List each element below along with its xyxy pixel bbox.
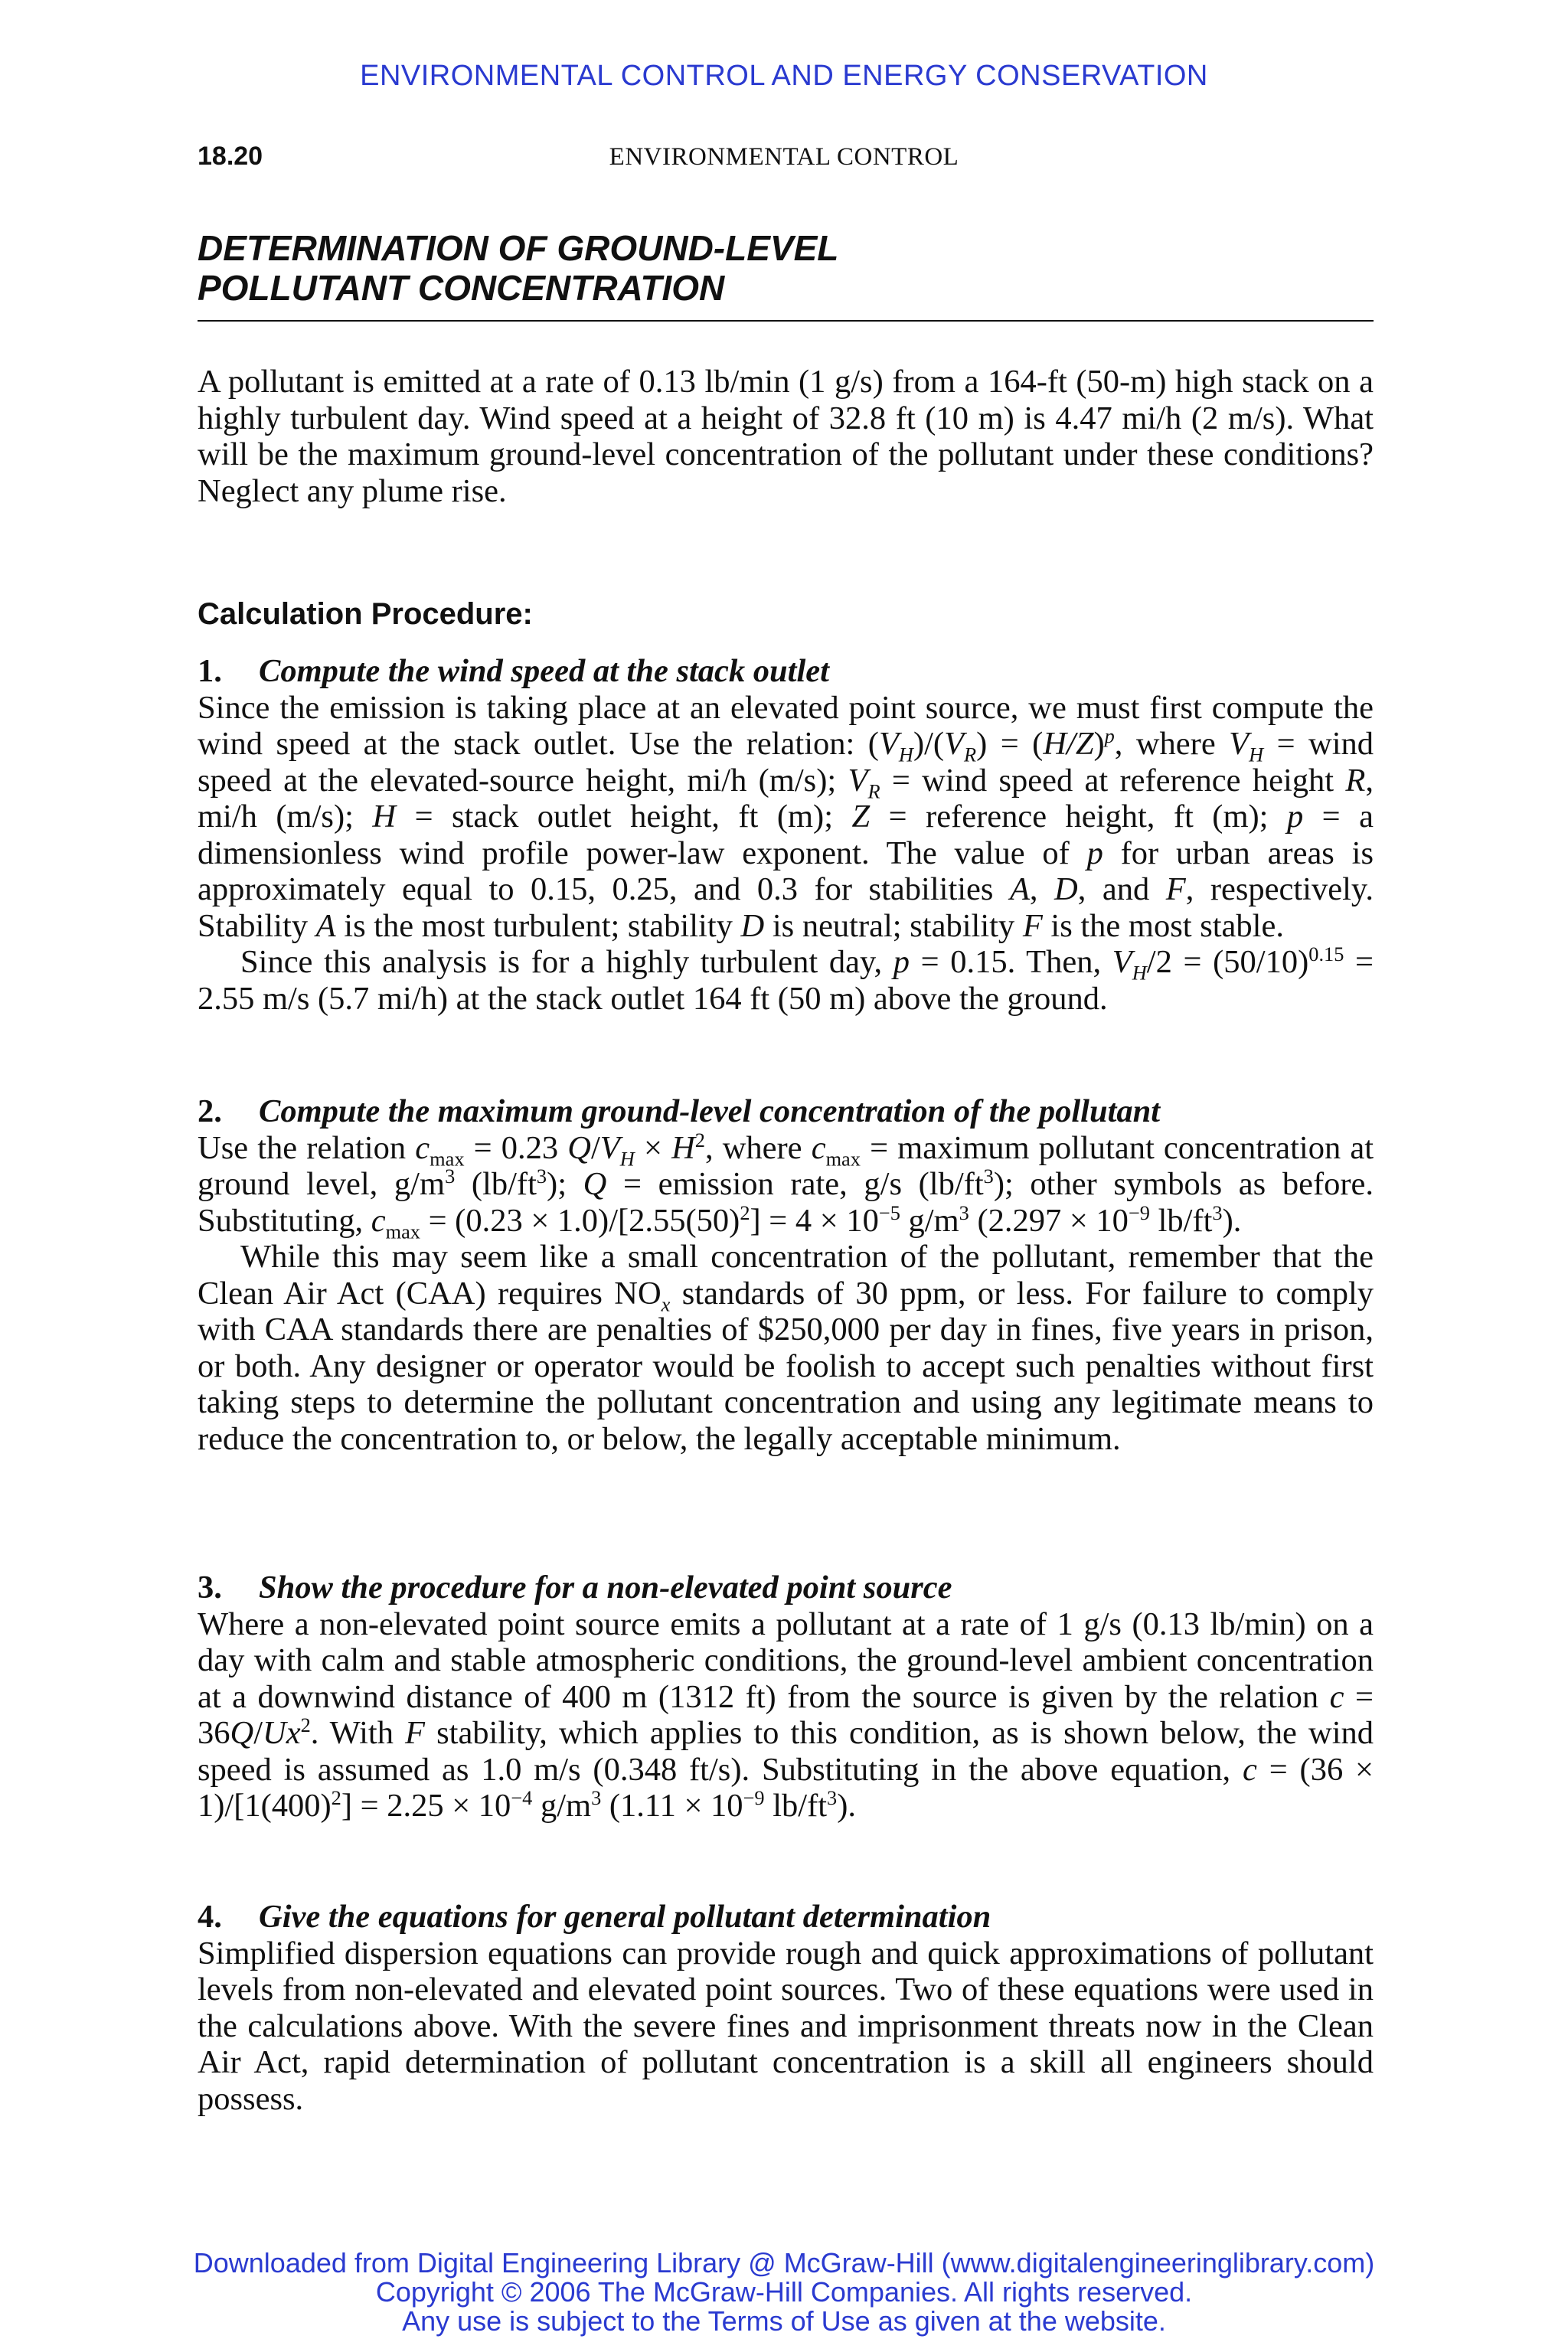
- step-2: [198, 1093, 1374, 1457]
- footer-notice: [0, 2249, 1568, 2336]
- step-2-title: Compute the maximum ground-level concentration of the pollutant: [259, 1093, 1161, 1129]
- step-3-number: 3.: [198, 1570, 222, 1606]
- top-banner: ENVIRONMENTAL CONTROL AND ENERGY CONSERVATION: [360, 60, 1208, 92]
- section-title: [198, 228, 1377, 308]
- step-2-paragraph-2: While this may seem like a small concentration of the pollutant, remember that the Clean Air Act (CAA) requires $NO_x$ standards of 30 ppm, or less. For failure to comply with CAA standards there are penalties of $250,000 per day in fines, five years in prison, or both. Any designer or operator would be foolish to accept such penalties without first taking steps to determine the pollutant concentration and using any legitimate means to reduce the concentration to, or below, the legally acceptable minimum.: [198, 1239, 1374, 1457]
- step-1-heading: [198, 653, 1374, 690]
- step-2-heading: [198, 1093, 1374, 1130]
- running-head: ENVIRONMENTAL CONTROL: [609, 143, 959, 171]
- section-title-line-1: DETERMINATION OF GROUND-LEVEL: [198, 228, 839, 268]
- step-4: [198, 1899, 1374, 2117]
- step-1-number: 1.: [198, 653, 222, 689]
- step-4-title: Give the equations for general pollutant determination: [259, 1899, 991, 1935]
- step-4-number: 4.: [198, 1899, 222, 1935]
- step-3-heading: [198, 1570, 1374, 1606]
- step-1: [198, 653, 1374, 1017]
- step-3: [198, 1570, 1374, 1824]
- step-3-paragraph-1: Where a non-elevated point source emits a pollutant at a rate of 1 g/s (0.13 lb/min) on a day with calm and stable atmospheric conditions, the ground-level ambient concentration at a downwind distance of 400 m (1312 ft) from the source is given by the relation $c = 36Q/Ux^2$. With F stability, which applies to this condition, as is shown below, the wind speed is assumed as 1.0 m/s (0.348 ft/s). Substituting in the above equation, $c = (36 \times 1)/[1(400)^2] = 2.25 \times 10^{-4}$ $g/m^3$ ($1.11 \times 10^{-9}$ $lb/ft^3$).: [198, 1606, 1374, 1824]
- page-number: 18.20: [198, 142, 263, 171]
- section-title-line-2: POLLUTANT CONCENTRATION: [198, 268, 725, 308]
- step-2-paragraph-1: Use the relation $c_{max} = 0.23$ $Q/V_H \times H^2$, where $c_{max}$ = maximum pollutant concentration at ground level, $g/m^3$ $(lb/ft^3)$; Q = emission rate, g/s $(lb/ft^3)$; other symbols as before. Substituting, $c_{max} = (0.23 \times 1.0)/[2.55(50)^2] = 4 \times 10^{-5}$ $g/m^3$ ($2.297 \times 10^{-9}$ $lb/ft^3$).: [198, 1129, 1374, 1243]
- step-2-number: 2.: [198, 1093, 222, 1129]
- problem-statement: [198, 364, 1374, 509]
- step-1-paragraph-1: Since the emission is taking place at an elevated point source, we must first compute the wind speed at the stack outlet. Use the relation: $(V_H)/(V_R) = (H/Z)^p$, where $V_H$ = wind speed at the elevated-source height, mi/h (m/s); $V_R$ = wind speed at reference height R, mi/h (m/s); H = stack outlet height, ft (m); Z = reference height, ft (m); p = a dimensionless wind profile power-law exponent. The value of p for urban areas is approximately equal to 0.15, 0.25, and 0.3 for stabilities A, D, and F, respectively. Stability A is the most turbulent; stability D is neutral; stability F is the most stable.: [198, 689, 1374, 944]
- step-3-title: Show the procedure for a non-elevated point source: [259, 1570, 952, 1606]
- problem-paragraph: A pollutant is emitted at a rate of 0.13 lb/min (1 g/s) from a 164-ft (50-m) high stack on a highly turbulent day. Wind speed at a height of 32.8 ft (10 m) is 4.47 mi/h (2 m/s). What will be the maximum ground-level concentration of the pollutant under these conditions? Neglect any plume rise.: [198, 364, 1374, 509]
- footer-copyright-line: Copyright © 2006 The McGraw-Hill Companies. All rights reserved.: [375, 2276, 1193, 2308]
- footer-terms-line: Any use is subject to the Terms of Use as given at the website.: [402, 2305, 1166, 2337]
- step-1-paragraph-2: Since this analysis is for a highly turbulent day, p = 0.15. Then, $V_H/2 = (50/10)^{0.15} = 2.55$ m/s (5.7 mi/h) at the stack outlet 164 ft (50 m) above the ground.: [198, 942, 1374, 1017]
- step-4-paragraph-1: Simplified dispersion equations can provide rough and quick approximations of pollutant levels from non-elevated and elevated point sources. Two of these equations were used in the calculations above. With the severe fines and imprisonment threats now in the Clean Air Act, rapid determination of pollutant concentration is a skill all engineers should possess.: [198, 1935, 1374, 2117]
- step-4-heading: [198, 1899, 1374, 1936]
- step-1-title: Compute the wind speed at the stack outlet: [259, 653, 829, 689]
- footer-download-line: Downloaded from Digital Engineering Library @ McGraw-Hill (www.digitalengineeringlibrary.com): [193, 2247, 1375, 2278]
- title-divider: [198, 320, 1374, 322]
- calculation-procedure-heading: Calculation Procedure:: [198, 597, 533, 631]
